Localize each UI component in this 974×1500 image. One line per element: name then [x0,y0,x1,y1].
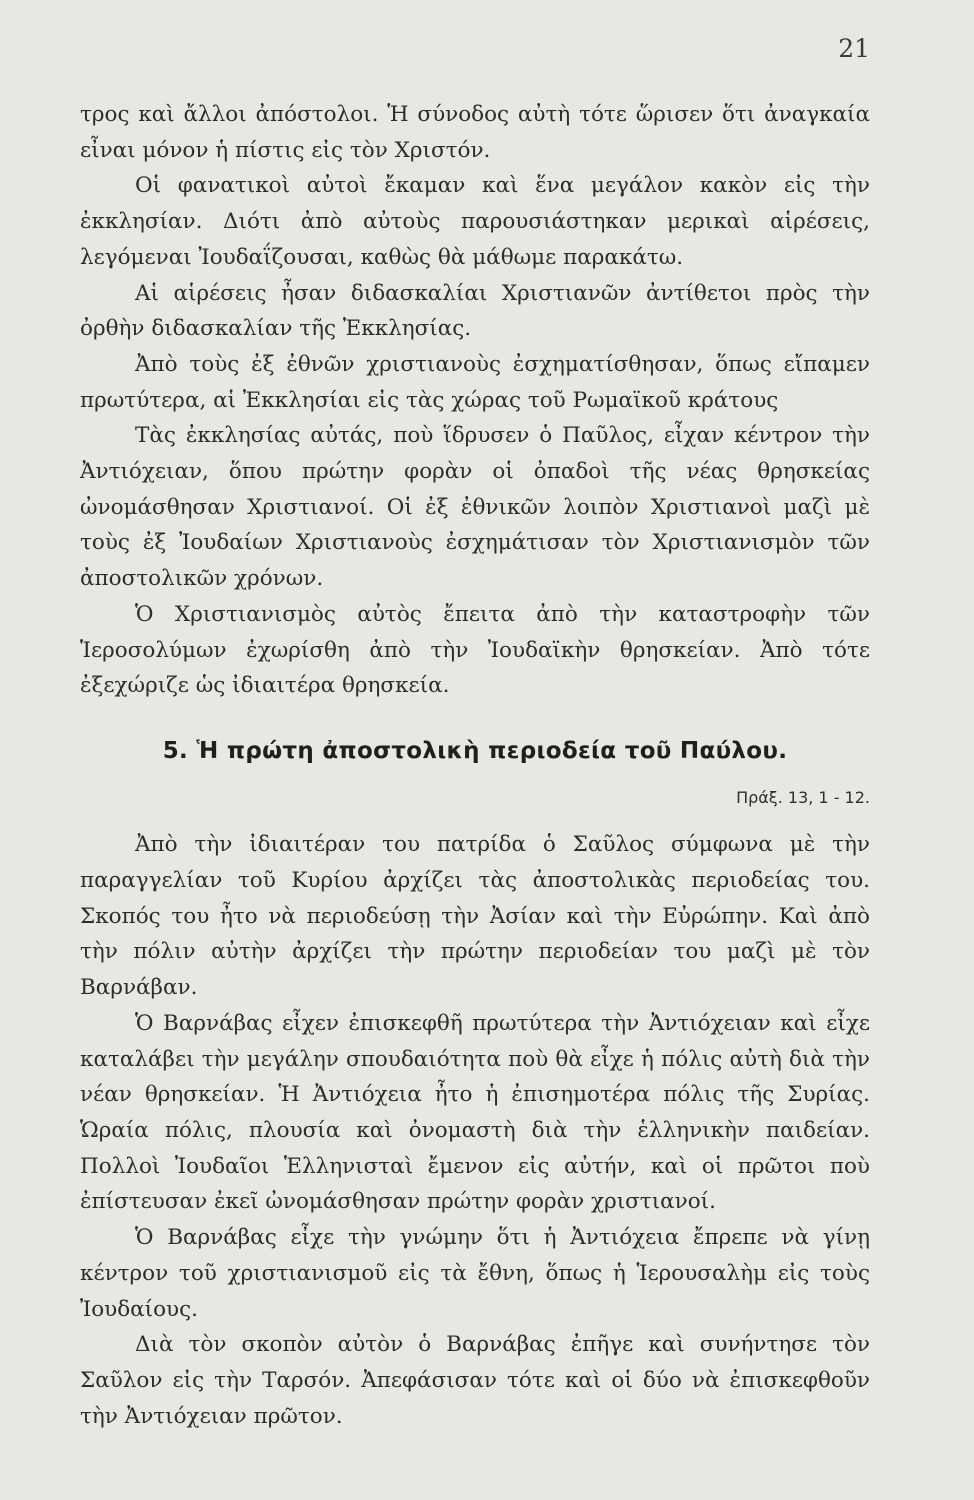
section-heading: 5. Ἡ πρώτη ἀποστολικὴ περιοδεία τοῦ Παύλου. [162,737,788,764]
paragraph: Οἱ φανατικοὶ αὐτοὶ ἔκαμαν καὶ ἕνα μεγάλον κακὸν εἰς τὴν ἐκκλησίαν. Διότι ἀπὸ αὐτοὺς παρουσιάστηκαν μερικαὶ αἱρέσεις, λεγόμεναι Ἰουδαΐζουσαι, καθὼς θὰ μάθωμε παρακάτω. [80,173,870,270]
paragraph: Αἱ αἱρέσεις ἦσαν διδασκαλίαι Χριστιανῶν ἀντίθετοι πρὸς τὴν ὀρθὴν διδασκαλίαν τῆς Ἐκκλησίας. [80,280,870,342]
paragraph: Ἀπὸ τὴν ἰδιαιτέραν του πατρίδα ὁ Σαῦλος σύμφωνα μὲ τὴν παραγγελίαν τοῦ Κυρίου ἀρχίζει τὰς ἀποστολικὰς περιοδείας του. Σκοπός του ἦτο νὰ περιοδεύσῃ τὴν Ἀσίαν καὶ τὴν Εὐρώπην. Καὶ ἀπὸ τὴν πόλιν αὐτὴν ἀρχίζει τὴν πρώτην περιοδείαν του μαζὶ μὲ τὸν Βαρνάβαν. [80,832,870,1001]
paragraph: Διὰ τὸν σκοπὸν αὐτὸν ὁ Βαρνάβας ἐπῆγε καὶ συνήντησε τὸν Σαῦλον εἰς τὴν Ταρσόν. Ἀπεφάσισαν τότε καὶ οἱ δύο νὰ ἐπισκεφθοῦν τὴν Ἀντιόχειαν πρῶτον. [80,1332,870,1429]
paragraph: Ὁ Χριστιανισμὸς αὐτὸς ἔπειτα ἀπὸ τὴν καταστροφὴν τῶν Ἱεροσολύμων ἐχωρίσθη ἀπὸ τὴν Ἰουδαϊκὴν θρησκείαν. Ἀπὸ τότε ἐξεχώριζε ὡς ἰδιαιτέρα θρησκεία. [80,601,870,699]
scripture-reference: Πράξ. 13, 1 - 12. [736,787,870,807]
body-text [80,97,870,1434]
paragraph: Ἀπὸ τοὺς ἐξ ἐθνῶν χριστιανοὺς ἐσχηματίσθησαν, ὅπως εἴπαμεν πρωτύτερα, αἱ Ἐκκλησίαι εἰς τὰς χώρας τοῦ Ρωμαϊκοῦ κράτους [80,351,870,413]
page-number: 21 [838,34,870,63]
paragraph: Ὁ Βαρνάβας εἶχεν ἐπισκεφθῆ πρωτύτερα τὴν Ἀντιόχειαν καὶ εἶχε καταλάβει τὴν μεγάλην σπουδαιότητα ποὺ θὰ εἶχε ἡ πόλις αὐτὴ διὰ τὴν νέαν θρησκείαν. Ἡ Ἀντιόχεια ἦτο ἡ ἐπισημοτέρα πόλις τῆς Συρίας. Ὡραία πόλις, πλουσία καὶ ὀνομαστὴ διὰ τὴν ἑλληνικὴν παιδείαν. Πολλοὶ Ἰουδαῖοι Ἑλληνισταὶ ἔμενον εἰς αὐτήν, καὶ οἱ πρῶτοι ποὺ ἐπίστευσαν ἐκεῖ ὠνομάσθησαν πρώτην φορὰν χριστιανοί. [80,1010,870,1215]
paragraph: Ὁ Βαρνάβας εἶχε τὴν γνώμην ὅτι ἡ Ἀντιόχεια ἔπρεπε νὰ γίνῃ κέντρον τοῦ χριστιανισμοῦ εἰς τὰ ἔθνη, ὅπως ἡ Ἱερουσαλὴμ εἰς τοὺς Ἰουδαίους. [80,1225,870,1322]
paragraph: Τὰς ἐκκλησίας αὐτάς, ποὺ ἵδρυσεν ὁ Παῦλος, εἶχαν κέντρον τὴν Ἀντιόχειαν, ὅπου πρώτην φορὰν οἱ ὀπαδοὶ τῆς νέας θρησκείας ὠνομάσθησαν Χριστιανοί. Οἱ ἐξ ἐθνικῶν λοιπὸν Χριστιανοὶ μαζὶ μὲ τοὺς ἐξ Ἰουδαίων Χριστιανοὺς ἐσχημάτισαν τὸν Χριστιανισμὸν τῶν ἀποστολικῶν χρόνων. [80,423,870,592]
paragraph: τρος καὶ ἄλλοι ἀπόστολοι. Ἡ σύνοδος αὐτὴ τότε ὥρισεν ὅτι ἀναγκαία εἶναι μόνον ἡ πίστις εἰς τὸν Χριστόν. [80,102,870,163]
